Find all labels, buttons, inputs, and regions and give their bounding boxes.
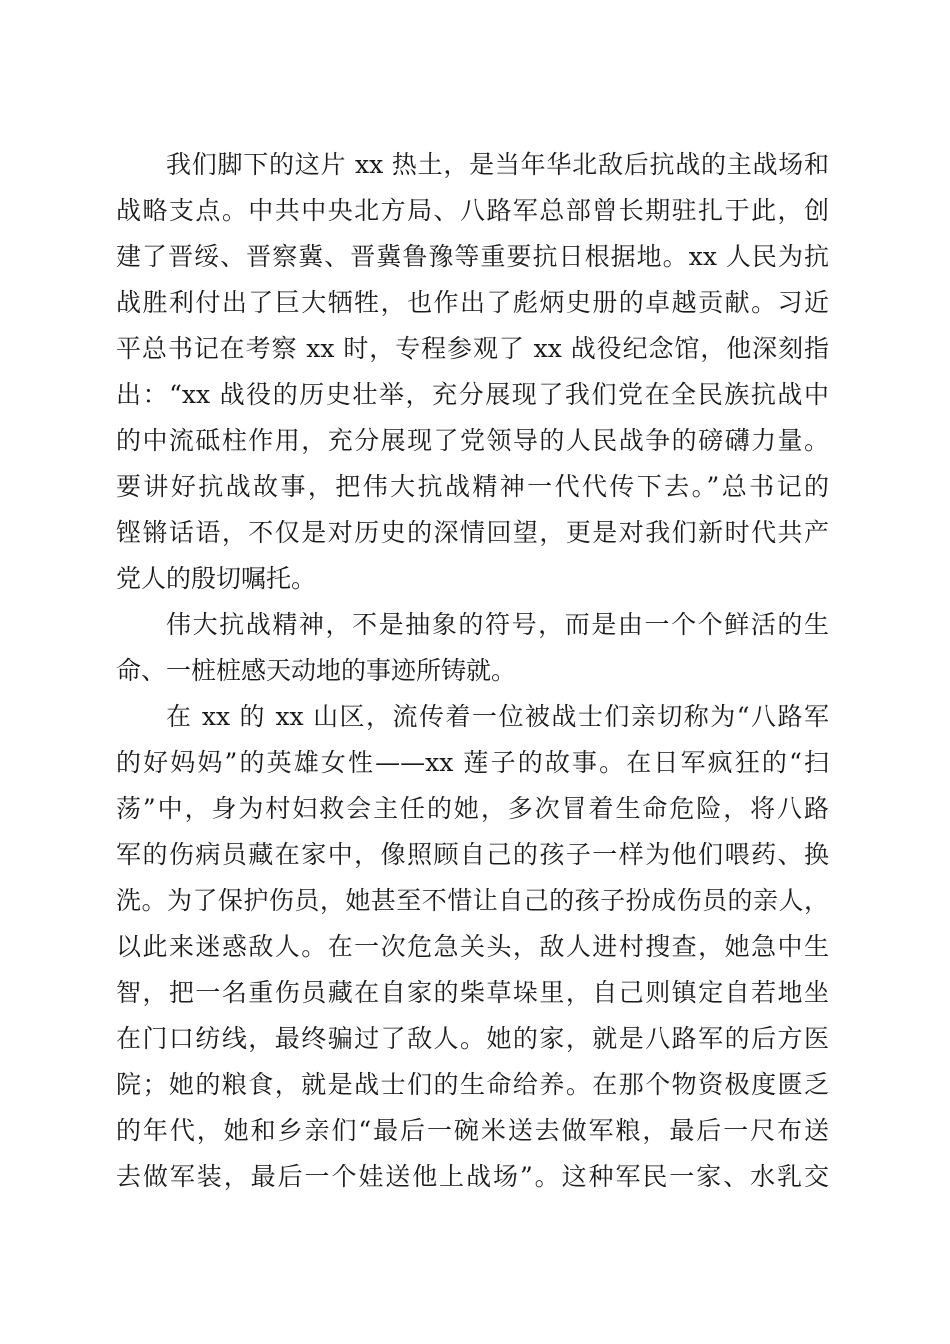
- text-line: 智，把一名重伤员藏在自家的柴草垛里，自己则镇定自若地坐: [116, 978, 829, 1007]
- text-line: 我们脚下的这片 xx 热土，是当年华北敌后抗战的主战场和: [166, 150, 829, 179]
- text-line: 战略支点。中共中央北方局、八路军总部曾长期驻扎于此，创: [116, 196, 829, 225]
- text-line: 建了晋绥、晋察冀、晋冀鲁豫等重要抗日根据地。xx 人民为抗: [116, 242, 829, 271]
- text-line: 在 xx 的 xx 山区，流传着一位被战士们亲切称为“八路军: [166, 702, 829, 731]
- text-line: 出：“xx 战役的历史壮举，充分展现了我们党在全民族抗战中: [116, 380, 829, 409]
- text-line: 要讲好抗战故事，把伟大抗战精神一代代传下去。”总书记的: [116, 472, 829, 501]
- text-line: 军的伤病员藏在家中，像照顾自己的孩子一样为他们喂药、换: [116, 840, 829, 869]
- text-line: 平总书记在考察 xx 时，专程参观了 xx 战役纪念馆，他深刻指: [116, 334, 829, 363]
- body-text: [116, 142, 829, 1200]
- text-line: 在门口纺线，最终骗过了敌人。她的家，就是八路军的后方医: [116, 1024, 829, 1053]
- text-line: 以此来迷惑敌人。在一次危急关头，敌人进村搜查，她急中生: [116, 932, 829, 961]
- paragraph: [116, 142, 829, 602]
- paragraph: [116, 602, 829, 694]
- paragraph: [116, 694, 829, 1200]
- text-line: 洗。为了保护伤员，她甚至不惜让自己的孩子扮成伤员的亲人，: [116, 886, 829, 915]
- text-line: 战胜利付出了巨大牺牲，也作出了彪炳史册的卓越贡献。习近: [116, 288, 829, 317]
- text-line: 荡”中，身为村妇救会主任的她，多次冒着生命危险，将八路: [116, 794, 829, 823]
- text-line: 党人的殷切嘱托。: [116, 564, 317, 593]
- text-line: 院；她的粮食，就是战士们的生命给养。在那个物资极度匮乏: [116, 1070, 829, 1099]
- text-line: 的好妈妈”的英雄女性——xx 莲子的故事。在日军疯狂的“扫: [116, 748, 829, 777]
- text-line: 伟大抗战精神，不是抽象的符号，而是由一个个鲜活的生: [166, 610, 829, 639]
- text-line: 的中流砥柱作用，充分展现了党领导的人民战争的磅礴力量。: [116, 426, 829, 455]
- text-line: 命、一桩桩感天动地的事迹所铸就。: [116, 656, 517, 685]
- text-line: 的年代，她和乡亲们“最后一碗米送去做军粮，最后一尺布送: [116, 1116, 829, 1145]
- text-line: 去做军装，最后一个娃送他上战场”。这种军民一家、水乳交: [116, 1162, 829, 1191]
- text-line: 铿锵话语，不仅是对历史的深情回望，更是对我们新时代共产: [116, 518, 829, 547]
